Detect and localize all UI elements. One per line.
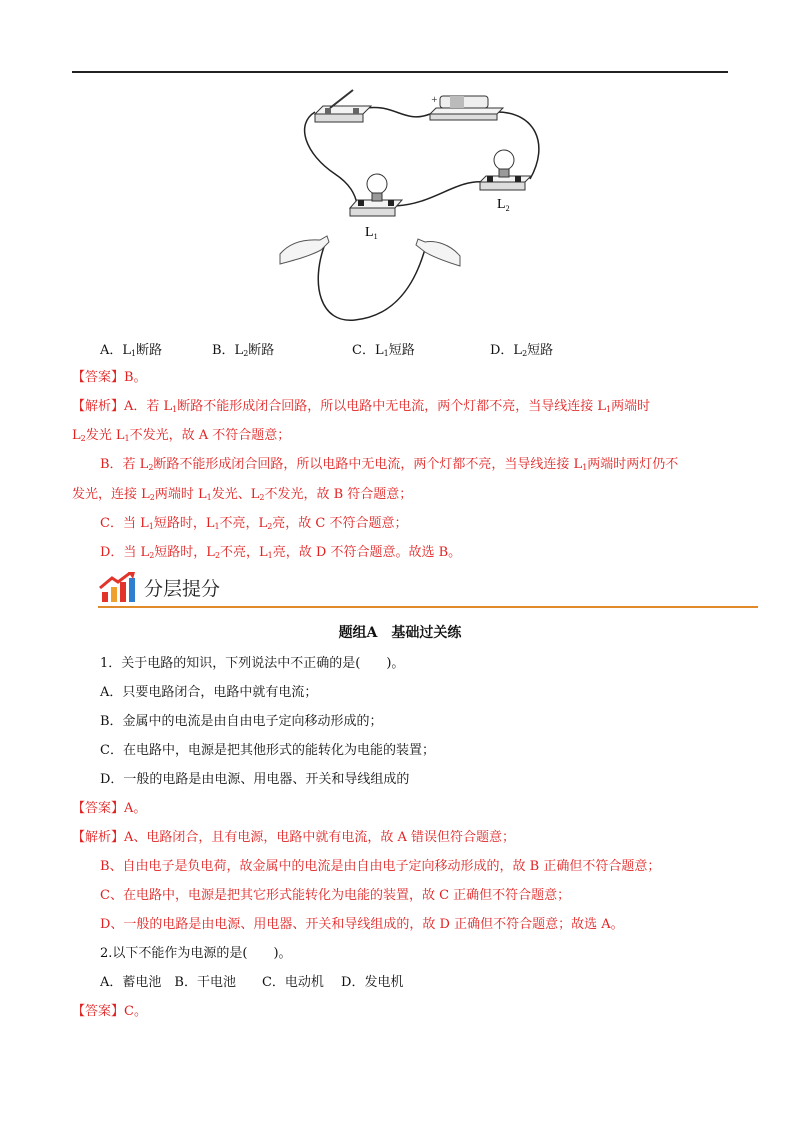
analysis-line-4: 发光，连接 $L_2$两端时 $L_1$发光、$L_2$不发光，故 B 符合题意； — [72, 487, 413, 502]
battery-icon — [430, 95, 503, 120]
q2-stem: 2.以下不能作为电源的是( )。 — [100, 946, 292, 961]
option-c: C．$L_1$短路 — [352, 343, 415, 358]
analysis-line-1: 【解析】A．若 $L_1$断路不能形成闭合回路，所以电路中无电流，两个灯都不亮，当导线连接 $L_1$两端时 — [72, 399, 651, 414]
analysis-line-6: D．当 $L_2$短路时，$L_2$不亮，$L_1$亮，故 D 不符合题意。故选 B。 — [100, 545, 462, 560]
right-hand-icon — [416, 239, 460, 266]
q1-option-c: C．在电路中，电源是把其他形式的能转化为电能的装置； — [100, 743, 435, 758]
switch-icon — [315, 90, 371, 122]
q1-analysis-1: 【解析】A、电路闭合，且有电源，电路中就有电流，故 A 错误但符合题意； — [72, 830, 516, 845]
section-rule — [98, 606, 758, 608]
analysis-line-2: $L_2$发光 $L_1$不发光，故 A 不符合题意； — [72, 428, 291, 443]
label-l2: $L_2$ — [497, 197, 510, 213]
group-title: 题组A 基础过关练 — [338, 625, 462, 641]
q1-option-a: A．只要电路闭合，电路中就有电流； — [100, 685, 318, 700]
section-title: 分层提分 — [144, 578, 221, 600]
option-a: A．$L_1$断路 — [100, 343, 163, 358]
q2-answer: 【答案】C。 — [72, 1004, 147, 1019]
left-hand-icon — [280, 236, 329, 264]
analysis-line-5: C．当 $L_1$短路时，$L_1$不亮，$L_2$亮，故 C 不符合题意； — [100, 516, 408, 531]
bulb-l1-icon — [350, 174, 402, 216]
circuit-diagram — [275, 84, 555, 332]
q1-analysis-2: B、自由电子是负电荷，故金属中的电流是由自由电子定向移动形成的，故 B 正确但不符合题意； — [100, 859, 661, 874]
q1-analysis-3: C、在电路中，电源是把其它形式能转化为电能的装置，故 C 正确但不符合题意； — [100, 888, 571, 903]
analysis-line-3: B．若 $L_2$断路不能形成闭合回路，所以电路中无电流，两个灯都不亮，当导线连接 $L_1$两端时两灯仍不 — [100, 457, 679, 472]
q1-stem: 1．关于电路的知识，下列说法中不正确的是( )。 — [100, 656, 405, 671]
header-rule — [72, 71, 728, 73]
option-d: D．$L_2$短路 — [490, 343, 554, 358]
svg-text:+: + — [431, 95, 438, 104]
bulb-l2-icon — [480, 150, 531, 190]
q1-answer: 【答案】A。 — [72, 801, 147, 816]
option-b: B．$L_2$断路 — [212, 343, 275, 358]
circuit-figure — [275, 84, 555, 332]
q1-analysis-4: D、一般的电路是由电源、用电器、开关和导线组成的，故 D 正确但不符合题意；故选 A。 — [100, 917, 624, 932]
label-l1: $L_1$ — [365, 225, 378, 241]
section-header — [98, 570, 758, 610]
answer-prev: 【答案】B。 — [72, 370, 147, 385]
q2-options: A．蓄电池 B．干电池 C．电动机 D．发电机 — [100, 975, 404, 990]
q1-option-b: B．金属中的电流是由自由电子定向移动形成的； — [100, 714, 383, 729]
q1-option-d: D．一般的电路是由电源、用电器、开关和导线组成的 — [100, 772, 410, 787]
growth-chart-icon — [98, 572, 138, 604]
